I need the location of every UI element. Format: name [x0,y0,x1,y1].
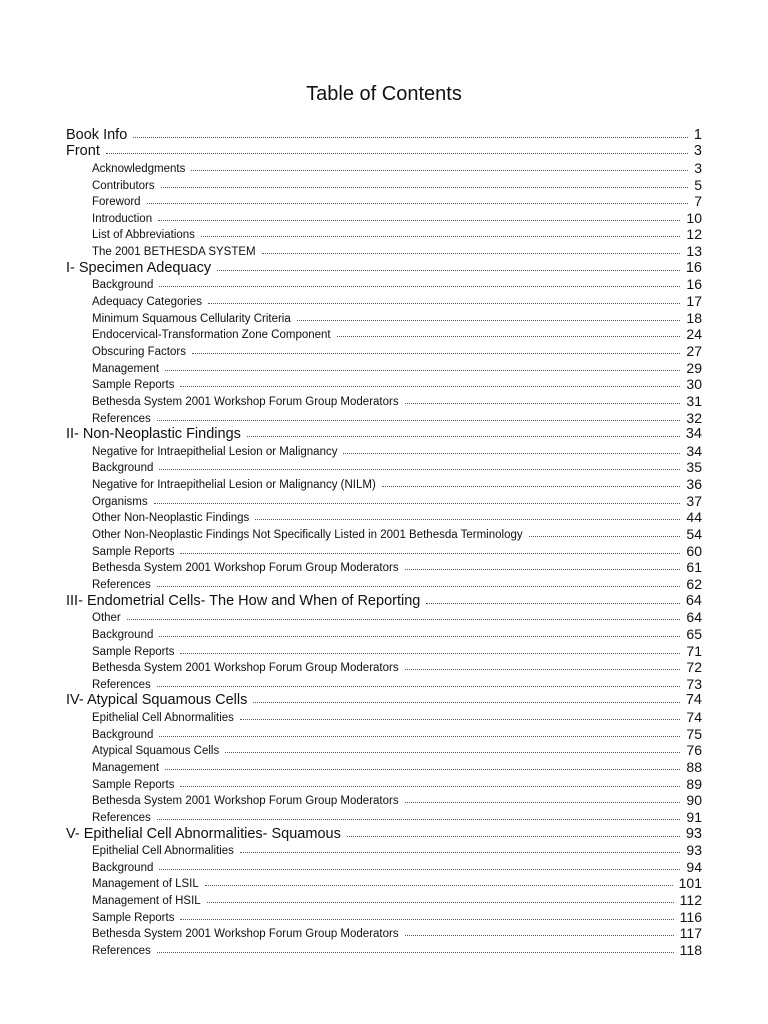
toc-entry-label: Negative for Intraepithelial Lesion or Malignancy (NILM) [92,479,376,492]
toc-subsection-entry[interactable] [66,742,702,759]
toc-subsection-entry[interactable] [66,409,702,426]
toc-entry-label: Sample Reports [92,379,175,392]
toc-entry-label: Background [92,462,154,475]
toc-entry-label: I- Specimen Adequacy [66,259,212,276]
toc-page-number: 64 [686,609,702,626]
toc-entry-label: III- Endometrial Cells- The How and When of Reporting [66,592,421,609]
toc-subsection-entry[interactable] [66,542,702,559]
toc-page-number: 16 [685,259,702,276]
toc-page-number: 34 [685,426,702,443]
toc-subsection-entry[interactable] [66,392,702,409]
toc-subsection-entry[interactable] [66,159,702,176]
dot-leader [225,752,680,753]
toc-entry-label: Epithelial Cell Abnormalities [92,712,234,725]
toc-page-number: 74 [685,692,702,709]
toc-page-number: 29 [686,359,702,376]
dot-leader [158,220,680,221]
toc-section-entry[interactable] [66,825,702,842]
toc-page-number: 73 [686,675,702,692]
toc-page-number: 75 [686,725,702,742]
toc-subsection-entry[interactable] [66,875,702,892]
toc-page-number: 93 [686,842,702,859]
toc-subsection-entry[interactable] [66,309,702,326]
toc-subsection-entry[interactable] [66,609,702,626]
toc-subsection-entry[interactable] [66,642,702,659]
toc-section-entry[interactable] [66,426,702,443]
toc-page-number: 12 [686,226,702,243]
toc-entry-label: Background [92,628,154,641]
toc-entry-label: IV- Atypical Squamous Cells [66,692,248,709]
dot-leader [347,836,680,837]
toc-subsection-entry[interactable] [66,625,702,642]
toc-page-number: 7 [694,193,702,210]
toc-page-number: 94 [686,858,702,875]
dot-leader [192,353,680,354]
toc-entry-label: Other Non-Neoplastic Findings [92,512,250,525]
toc-entry-label: Other [92,612,121,625]
dot-leader [161,187,689,188]
toc-page-number: 90 [686,792,702,809]
toc-page-number: 60 [686,542,702,559]
dot-leader [255,519,680,520]
toc-subsection-entry[interactable] [66,193,702,210]
toc-entry-label: Book Info [66,126,128,143]
toc-subsection-entry[interactable] [66,842,702,859]
toc-section-entry[interactable] [66,592,702,609]
toc-entry-label: Endocervical-Transformation Zone Component [92,329,331,342]
toc-page-number: 30 [686,376,702,393]
toc-subsection-entry[interactable] [66,176,702,193]
toc-subsection-entry[interactable] [66,276,702,293]
toc-entry-label: Other Non-Neoplastic Findings Not Specifically Listed in 2001 Bethesda Terminology [92,529,523,542]
toc-page-number: 36 [686,476,702,493]
toc-subsection-entry[interactable] [66,792,702,809]
toc-page-number: 71 [686,642,702,659]
toc-entry-label: Sample Reports [92,545,175,558]
dot-leader [343,453,680,454]
toc-entry-label: Bethesda System 2001 Workshop Forum Group Moderators [92,662,399,675]
toc-page-number: 112 [679,892,702,909]
dot-leader [106,153,688,154]
toc-entry-label: V- Epithelial Cell Abnormalities- Squamous [66,825,341,842]
dot-leader [157,586,681,587]
toc-subsection-entry[interactable] [66,376,702,393]
toc-entry-label: Contributors [92,179,155,192]
dot-leader [180,919,673,920]
toc-page-number: 34 [686,442,702,459]
toc-section-entry[interactable] [66,692,702,709]
toc-entry-label: Atypical Squamous Cells [92,745,220,758]
toc-entry-label: Management of HSIL [92,895,201,908]
toc-page-number: 65 [686,625,702,642]
toc-entry-label: Management [92,761,160,774]
toc-page-number: 13 [686,243,702,260]
toc-page-number: 44 [686,509,702,526]
toc-page-number: 93 [685,825,702,842]
toc-section-entry[interactable] [66,126,702,143]
toc-page-number: 32 [686,409,702,426]
toc-subsection-entry[interactable] [66,442,702,459]
dot-leader [207,902,674,903]
dot-leader [426,603,680,604]
toc-subsection-entry[interactable] [66,509,702,526]
toc-page-number: 27 [686,342,702,359]
toc-page-number: 117 [679,925,702,942]
toc-subsection-entry[interactable] [66,326,702,343]
dot-leader [157,952,674,953]
toc-subsection-entry[interactable] [66,675,702,692]
toc-entry-label: References [92,578,151,591]
dot-leader [191,170,688,171]
dot-leader [180,786,680,787]
toc-page-number: 3 [694,159,702,176]
toc-entry-label: Bethesda System 2001 Workshop Forum Group Moderators [92,395,399,408]
toc-subsection-entry[interactable] [66,908,702,925]
toc-page-number: 3 [693,143,702,160]
toc-page-number: 37 [686,492,702,509]
dot-leader [217,270,680,271]
toc-subsection-entry[interactable] [66,475,702,492]
dot-leader [159,286,680,287]
dot-leader [154,503,681,504]
toc-page-number: 1 [693,126,702,143]
dot-leader [180,553,680,554]
toc-entry-label: References [92,811,151,824]
toc-list [66,126,702,958]
dot-leader [201,236,681,237]
dot-leader [529,536,681,537]
toc-entry-label: Bethesda System 2001 Workshop Forum Group Moderators [92,928,399,941]
toc-subsection-entry[interactable] [66,359,702,376]
toc-subsection-entry[interactable] [66,292,702,309]
toc-page-number: 118 [679,942,702,959]
toc-entry-label: Negative for Intraepithelial Lesion or Malignancy [92,445,338,458]
toc-subsection-entry[interactable] [66,492,702,509]
toc-entry-label: References [92,412,151,425]
dot-leader [159,636,680,637]
toc-page-number: 10 [686,209,702,226]
dot-leader [253,702,680,703]
dot-leader [337,336,681,337]
toc-page-number: 88 [686,758,702,775]
toc-page-number: 116 [679,908,702,925]
toc-section-entry[interactable] [66,143,702,160]
toc-subsection-entry[interactable] [66,775,702,792]
toc-page-number: 74 [686,709,702,726]
toc-entry-label: Organisms [92,495,148,508]
dot-leader [382,486,681,487]
toc-entry-label: Background [92,279,154,292]
dot-leader [127,619,681,620]
toc-subsection-entry[interactable] [66,659,702,676]
toc-page-number: 54 [686,526,702,543]
dot-leader [180,653,680,654]
dot-leader [405,935,674,936]
toc-subsection-entry[interactable] [66,925,702,942]
toc-page-number: 17 [686,293,702,310]
dot-leader [157,819,681,820]
toc-subsection-entry[interactable] [66,559,702,576]
toc-entry-label: Epithelial Cell Abnormalities [92,845,234,858]
toc-entry-label: Introduction [92,212,153,225]
toc-entry-label: Acknowledgments [92,162,186,175]
toc-entry-label: Sample Reports [92,911,175,924]
toc-subsection-entry[interactable] [66,858,702,875]
toc-page-number: 61 [686,559,702,576]
toc-entry-label: Background [92,728,154,741]
toc-page-number: 76 [686,742,702,759]
page-title: Table of Contents [306,83,462,105]
dot-leader [240,852,681,853]
toc-page-number: 91 [686,808,702,825]
toc-entry-label: Obscuring Factors [92,345,186,358]
dot-leader [405,669,681,670]
toc-entry-label: Management of LSIL [92,878,199,891]
toc-subsection-entry[interactable] [66,575,702,592]
toc-entry-label: List of Abbreviations [92,229,195,242]
toc-subsection-entry[interactable] [66,891,702,908]
toc-page-number: 62 [686,575,702,592]
toc-page-number: 18 [686,309,702,326]
toc-page-number: 31 [686,392,702,409]
dot-leader [208,303,680,304]
toc-entry-label: Front [66,143,100,160]
toc-entry-label: Bethesda System 2001 Workshop Forum Group Moderators [92,795,399,808]
toc-entry-label: II- Non-Neoplastic Findings [66,426,241,443]
dot-leader [159,869,680,870]
toc-entry-label: Background [92,861,154,874]
toc-page-number: 5 [694,176,702,193]
dot-leader [159,469,680,470]
toc-entry-label: Sample Reports [92,645,175,658]
toc-subsection-entry[interactable] [66,209,702,226]
toc-page-number: 24 [686,326,702,343]
dot-leader [165,769,680,770]
dot-leader [157,686,681,687]
toc-entry-label: Bethesda System 2001 Workshop Forum Group Moderators [92,562,399,575]
toc-entry-label: References [92,678,151,691]
toc-entry-label: Foreword [92,196,141,209]
toc-entry-label: The 2001 BETHESDA SYSTEM [92,246,256,259]
dot-leader [297,320,681,321]
toc-entry-label: Sample Reports [92,778,175,791]
toc-entry-label: Minimum Squamous Cellularity Criteria [92,312,291,325]
toc-page-number: 89 [686,775,702,792]
toc-page-number: 72 [686,659,702,676]
toc-subsection-entry[interactable] [66,758,702,775]
toc-page-number: 16 [686,276,702,293]
dot-leader [240,719,681,720]
toc-subsection-entry[interactable] [66,226,702,243]
toc-subsection-entry[interactable] [66,459,702,476]
dot-leader [405,569,681,570]
toc-subsection-entry[interactable] [66,242,702,259]
toc-subsection-entry[interactable] [66,725,702,742]
dot-leader [133,137,688,138]
dot-leader [247,436,680,437]
toc-subsection-entry[interactable] [66,808,702,825]
toc-page-number: 101 [678,875,702,892]
toc-entry-label: References [92,945,151,958]
dot-leader [147,203,689,204]
dot-leader [262,253,681,254]
toc-subsection-entry[interactable] [66,342,702,359]
toc-subsection-entry[interactable] [66,708,702,725]
toc-subsection-entry[interactable] [66,525,702,542]
dot-leader [405,802,681,803]
toc-entry-label: Management [92,362,160,375]
dot-leader [205,885,673,886]
dot-leader [405,403,681,404]
toc-entry-label: Adequacy Categories [92,296,202,309]
dot-leader [159,736,680,737]
toc-subsection-entry[interactable] [66,941,702,958]
dot-leader [165,370,680,371]
dot-leader [157,420,681,421]
toc-page-number: 35 [686,459,702,476]
dot-leader [180,386,680,387]
toc-page-number: 64 [685,592,702,609]
toc-section-entry[interactable] [66,259,702,276]
